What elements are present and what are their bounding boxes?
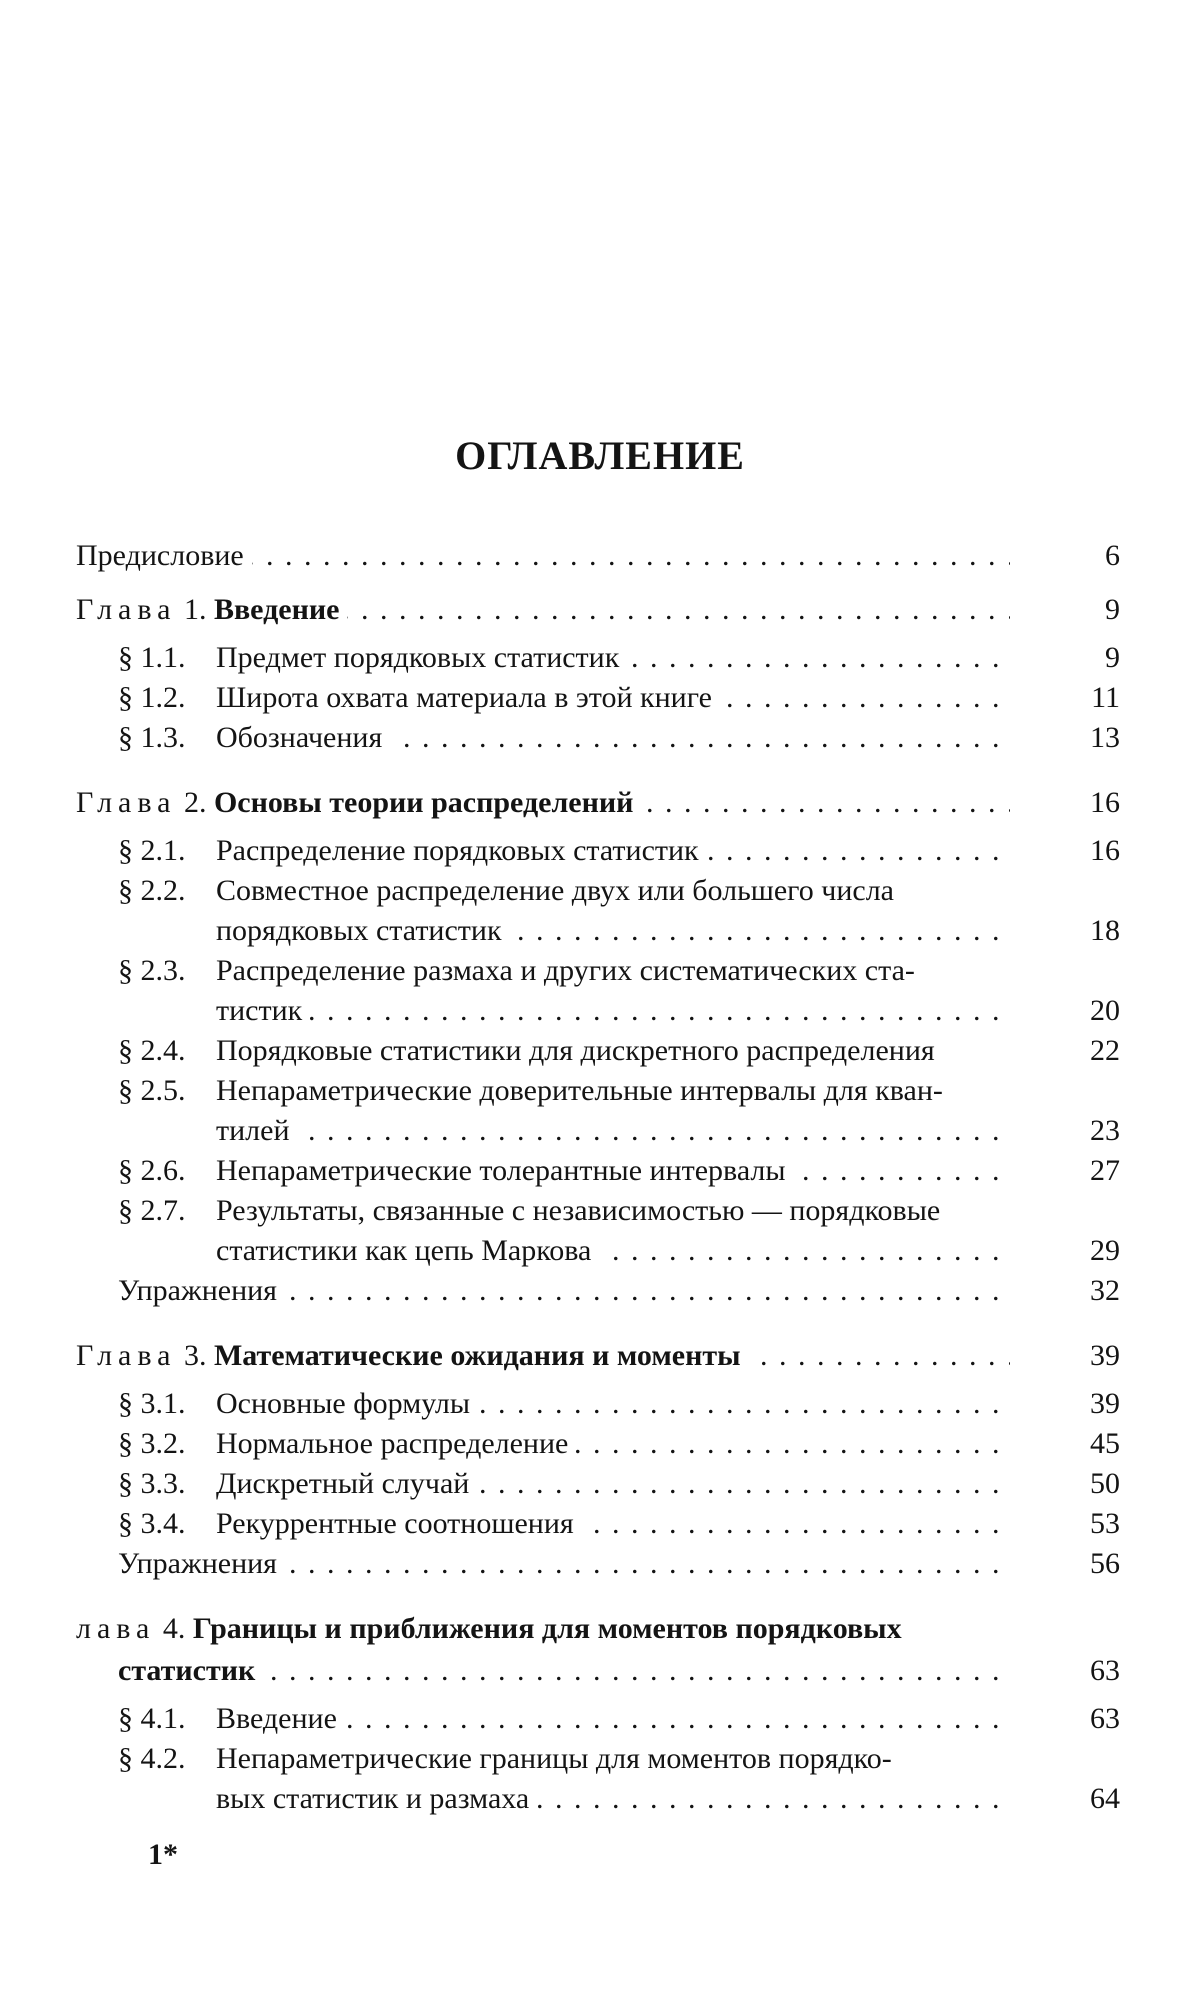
entry-page: 9 <box>1020 590 1120 630</box>
chapter-title-continued: статистик <box>118 1654 263 1687</box>
section-number: § 1.2. <box>118 678 216 718</box>
entry-page: 50 <box>1020 1464 1120 1504</box>
toc-chapter-continuation <box>76 1651 1120 1691</box>
entry-page: 39 <box>1020 1384 1120 1424</box>
entry-page: 39 <box>1020 1336 1120 1376</box>
entry-page: 56 <box>1020 1544 1120 1584</box>
entry-page: 45 <box>1020 1424 1120 1464</box>
toc-chapter <box>76 1336 1120 1376</box>
entry-page: 23 <box>1020 1111 1120 1151</box>
toc-section <box>76 638 1120 678</box>
toc-section <box>76 1031 1120 1071</box>
toc-section <box>76 1384 1120 1424</box>
chapter-label: лава <box>76 1612 155 1645</box>
toc-section <box>76 1151 1120 1191</box>
section-title-continued: тистик <box>118 994 310 1027</box>
entry-page: 64 <box>1020 1779 1120 1819</box>
section-number: § 2.5. <box>118 1071 216 1111</box>
chapter-label: Глава <box>76 593 176 626</box>
section-number: § 4.2. <box>118 1739 216 1779</box>
section-title-continued: порядковых статистик <box>118 914 510 947</box>
entry-page: 63 <box>1020 1651 1120 1691</box>
entry-page: 53 <box>1020 1504 1120 1544</box>
section-title: Порядковые статистики для дискретного распределения <box>216 1034 935 1067</box>
section-number: § 3.3. <box>118 1464 216 1504</box>
section-title: Результаты, связанные с независимостью — порядковые <box>216 1194 940 1227</box>
section-number: § 3.1. <box>118 1384 216 1424</box>
toc-section-continuation <box>76 991 1120 1031</box>
section-title: Широта охвата материала в этой книге <box>216 681 712 714</box>
section-number: § 1.3. <box>118 718 216 758</box>
section-title: Предмет порядковых статистик <box>216 641 619 674</box>
section-title-continued: тилей <box>118 1114 298 1147</box>
toc-section-continuation <box>76 911 1120 951</box>
chapter-number: 3. <box>184 1339 207 1372</box>
entry-page: 27 <box>1020 1151 1120 1191</box>
entry-page: 29 <box>1020 1231 1120 1271</box>
section-title: Распределение порядковых статистик <box>216 834 699 867</box>
toc-section-continuation <box>76 1779 1120 1819</box>
section-title: Основные формулы <box>216 1387 470 1420</box>
section-title: Нормальное распределение <box>216 1427 568 1460</box>
section-title: Непараметрические толерантные интервалы <box>216 1154 786 1187</box>
section-number: § 4.1. <box>118 1699 216 1739</box>
exercises-label: Упражнения <box>118 1274 285 1307</box>
section-number: § 3.2. <box>118 1424 216 1464</box>
toc-section <box>76 1424 1120 1464</box>
toc-section <box>76 1464 1120 1504</box>
entry-page: 16 <box>1020 831 1120 871</box>
chapter-number: 1. <box>184 593 207 626</box>
entry-page: 18 <box>1020 911 1120 951</box>
section-title: Введение <box>216 1702 337 1735</box>
toc-section <box>76 831 1120 871</box>
section-number: § 2.7. <box>118 1191 216 1231</box>
toc-section <box>76 1504 1120 1544</box>
section-title: Непараметрические доверительные интервалы для кван- <box>216 1074 943 1107</box>
toc-exercises <box>76 1271 1120 1311</box>
entry-page: 16 <box>1020 783 1120 823</box>
section-number: § 2.6. <box>118 1151 216 1191</box>
section-number: § 2.2. <box>118 871 216 911</box>
toc-section-continuation <box>76 1111 1120 1151</box>
signature-mark: 1* <box>148 1838 178 1872</box>
section-title-continued: вых статистик и размаха <box>118 1782 537 1815</box>
toc-exercises <box>76 1544 1120 1584</box>
chapter-number: 2. <box>184 786 207 819</box>
toc-section <box>76 871 1120 911</box>
toc-section <box>76 1699 1120 1739</box>
section-title: Рекуррентные соотношения <box>216 1507 574 1540</box>
toc-section <box>76 1191 1120 1231</box>
toc-section <box>76 1071 1120 1111</box>
chapter-label: Глава <box>76 786 176 819</box>
entry-page: 11 <box>1020 678 1120 718</box>
section-title: Совместное распределение двух или большего числа <box>216 874 894 907</box>
section-title: Непараметрические границы для моментов порядко- <box>216 1742 892 1775</box>
toc-chapter <box>76 1609 1120 1649</box>
entry-page: 22 <box>1020 1031 1120 1071</box>
toc-section-continuation <box>76 1231 1120 1271</box>
page-title: ОГЛАВЛЕНИЕ <box>0 432 1200 479</box>
toc-chapter <box>76 590 1120 630</box>
chapter-title: Основы теории распределений <box>214 786 634 819</box>
toc-section <box>76 718 1120 758</box>
chapter-title: Введение <box>214 593 340 626</box>
section-number: § 2.1. <box>118 831 216 871</box>
toc-section <box>76 1739 1120 1779</box>
exercises-label: Упражнения <box>118 1547 285 1580</box>
entry-page: 6 <box>1020 536 1120 576</box>
toc-section <box>76 678 1120 718</box>
toc-chapter <box>76 783 1120 823</box>
entry-page: 32 <box>1020 1271 1120 1311</box>
section-number: § 2.4. <box>118 1031 216 1071</box>
entry-page: 63 <box>1020 1699 1120 1739</box>
chapter-label: Глава <box>76 1339 176 1372</box>
entry-title: Предисловие <box>76 539 252 572</box>
toc-entry <box>76 536 1120 576</box>
section-title: Дискретный случай <box>216 1467 469 1500</box>
section-title-continued: статистики как цепь Маркова <box>118 1234 599 1267</box>
section-number: § 2.3. <box>118 951 216 991</box>
chapter-number: 4. <box>163 1612 186 1645</box>
toc-section <box>76 951 1120 991</box>
chapter-title: Математические ожидания и моменты <box>214 1339 741 1372</box>
section-title: Распределение размаха и других систематических ста- <box>216 954 915 987</box>
entry-page: 13 <box>1020 718 1120 758</box>
chapter-title: Границы и приближения для моментов порядковых <box>193 1612 902 1645</box>
entry-page: 9 <box>1020 638 1120 678</box>
section-number: § 1.1. <box>118 638 216 678</box>
entry-page: 20 <box>1020 991 1120 1031</box>
section-title: Обозначения <box>216 721 382 754</box>
toc-page <box>0 0 1200 1996</box>
section-number: § 3.4. <box>118 1504 216 1544</box>
